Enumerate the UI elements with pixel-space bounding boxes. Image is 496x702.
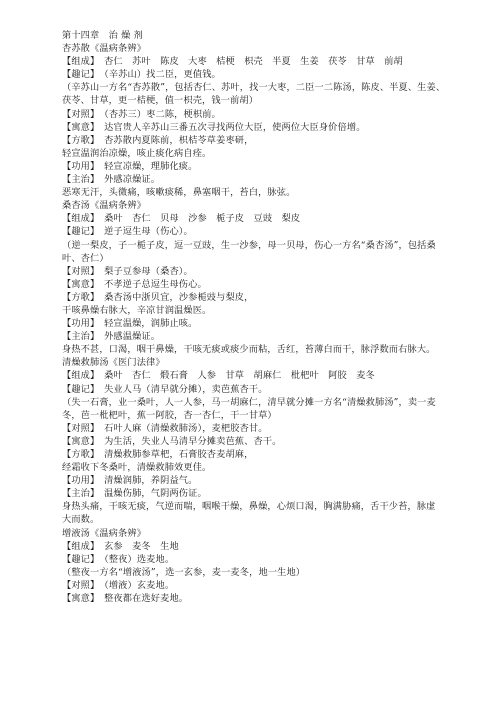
verse-line: 经霜收下冬桑叶，清燥救肺效更佳。 xyxy=(62,462,212,474)
verse-line: 轻宣温润治凉燥，咳止痰化病自痊。 xyxy=(62,147,212,159)
mnemonic-line: 【趣记】 逆子逗生母（伤心）。 xyxy=(62,226,193,238)
verse-line: 【方歌】 桑杏汤中浙贝宜，沙参栀豉与梨皮， xyxy=(62,291,254,303)
symptoms-line: 身热不甚，口渴，咽干鼻燥，干咳无痰或痰少而粘，舌红，苔薄白而干，脉浮数而右脉大。 xyxy=(62,344,436,356)
formula-heading-qingzao: 清燥救肺汤《医门法律》 xyxy=(62,357,165,369)
verse-line: 干咳鼻燥右脉大，辛凉甘润温燥医。 xyxy=(62,304,212,316)
verse-line: 【方歌】 杏苏散内夏陈前，枳桔苓草姜枣研， xyxy=(62,134,254,146)
comparison-line: 【对照】 （杏苏三）枣二陈，梗枳前。 xyxy=(62,108,221,120)
composition-line: 【组成】 桑叶 杏仁 贝母 沙参 栀子皮 豆豉 梨皮 xyxy=(62,213,301,225)
comparison-line: 【对照】 石叶人麻（清燥救肺汤），麦杷胶杏甘。 xyxy=(62,422,268,434)
mnemonic-line: 【趣记】 失业人马（清早就分摊），卖芭蕉杏干。 xyxy=(62,383,268,395)
formula-heading-sangxing: 桑杏汤《温病条辨》 xyxy=(62,200,147,212)
meaning-line: 【寓意】 达官贵人辛苏山三番五次寻找两位大臣，使两位大臣身价倍增。 xyxy=(62,121,366,133)
mnemonic-line: 【趣记】 （辛苏山）找二臣，更值钱。 xyxy=(62,69,221,81)
function-line: 【功用】 轻宣温燥，润肺止咳。 xyxy=(62,318,198,330)
explanation-line: 茯苓、甘草，更一桔梗，值一枳壳，钱一前胡） xyxy=(62,95,259,107)
function-line: 【功用】 清燥润肺，养阴益气。 xyxy=(62,475,198,487)
indication-line: 【主治】 外感温燥证。 xyxy=(62,331,161,343)
comparison-line: 【对照】 梨子豆参母（桑杏）。 xyxy=(62,265,193,277)
explanation-line: （失一石膏，业一桑叶，人一人参，马一胡麻仁，清早就分摊一方名“清燥救肺汤”，卖一麦 xyxy=(62,396,436,408)
formula-heading-xingsu: 杏苏散《温病条辨》 xyxy=(62,43,147,55)
explanation-line: （整夜一方名“增液汤”，选一玄参，麦一麦冬，地一生地） xyxy=(62,566,306,578)
meaning-line: 【寓意】 整夜都在选好麦地。 xyxy=(62,593,189,605)
symptoms-line: 身热头痛，干咳无痰，气逆而喘，咽喉干燥，鼻燥，心烦口渴，胸满胁痛，舌干少苔，脉虚 xyxy=(62,501,436,513)
symptoms-line: 大而数。 xyxy=(62,514,100,526)
explanation-line: （逆一梨皮，子一栀子皮，逗一豆豉，生一沙参，母一贝母，伤心一方名“桑杏汤”，包括桑 xyxy=(62,239,436,251)
formula-heading-zengye: 增液汤《温病条辨》 xyxy=(62,527,147,539)
function-line: 【功用】 轻宣凉燥，理肺化痰。 xyxy=(62,160,198,172)
meaning-line: 【寓意】 为生活，失业人马清早分摊卖芭蕉、杏干。 xyxy=(62,435,282,447)
comparison-line: 【对照】 （增液）玄麦地。 xyxy=(62,579,175,591)
chapter-title: 第十四章 治 燥 剂 xyxy=(62,30,143,41)
explanation-line: 冬，芭一枇杷叶，蕉一阿胶，杏一杏仁，干一甘草） xyxy=(62,409,277,421)
meaning-line: 【寓意】 不孝逆子总逗生母伤心。 xyxy=(62,278,207,290)
mnemonic-line: 【趣记】 （整夜）选麦地。 xyxy=(62,553,175,565)
composition-line: 【组成】 玄参 麦冬 生地 xyxy=(62,540,179,552)
indication-line: 【主治】 外感凉燥证。 xyxy=(62,174,161,186)
indication-line: 【主治】 温燥伤肺，气阴两伤证。 xyxy=(62,488,207,500)
composition-line: 【组成】 桑叶 杏仁 煅石膏 人参 甘草 胡麻仁 枇杷叶 阿胶 麦冬 xyxy=(62,370,375,382)
explanation-line: （辛苏山一方名“杏苏散”，包括杏仁、苏叶，找一大枣，二臣一二陈汤，陈皮、半夏、生姜、 xyxy=(62,82,446,94)
composition-line: 【组成】 杏仁 苏叶 陈皮 大枣 桔梗 枳壳 半夏 生姜 茯苓 甘草 前胡 xyxy=(62,56,403,68)
symptoms-line: 恶寒无汗，头微痛，咳嗽痰稀，鼻塞咽干，苔白，脉弦。 xyxy=(62,187,296,199)
verse-line: 【方歌】 清燥救肺参草杷，石膏胶杏麦胡麻， xyxy=(62,449,254,460)
explanation-line: 叶、杏仁） xyxy=(62,252,109,264)
